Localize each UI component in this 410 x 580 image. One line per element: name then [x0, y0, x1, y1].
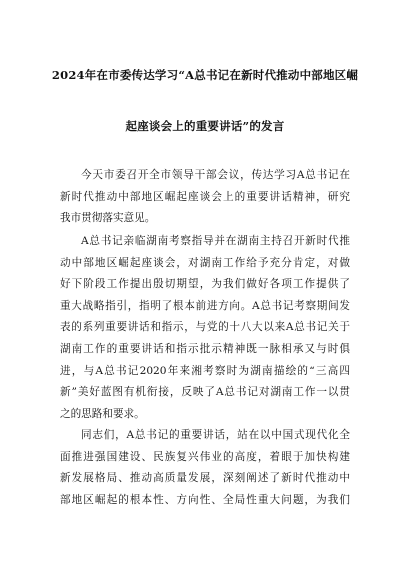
- paragraph-line: 重大战略指引，指明了根本前进方向。A总书记考察期间发: [60, 299, 350, 312]
- document-title-line-2: 起座谈会上的重要讲话”的发言: [125, 119, 285, 133]
- paragraph-line: 新发展格局、推动高质量发展，深刻阐述了新时代推动中: [60, 472, 350, 485]
- paragraph-line: A总书记亲临湖南考察指导并在湖南主持召开新时代推: [81, 235, 350, 247]
- paragraph-line: 新时代推动中部地区崛起座谈会上的重要讲话精神，研究: [60, 190, 350, 203]
- paragraph-line: 部地区崛起的根本性、方向性、全局性重大问题，为我们: [60, 493, 350, 506]
- paragraph-line: 今天市委召开全市领导干部会议，传达学习A总书记在: [81, 169, 350, 181]
- paragraph-line: 我市贯彻落实意见。: [60, 212, 156, 225]
- paragraph-3: [60, 425, 350, 511]
- paragraph-line: 湖南工作的重要讲话和指示批示精神既一脉相承又与时俱: [60, 342, 350, 355]
- paragraph-line: 进，与A总书记2020年来湘考察时为湖南描绘的“三高四: [60, 364, 350, 377]
- paragraph-1: [60, 165, 350, 230]
- paragraph-line: 面推进强国建设、民族复兴伟业的高度，着眼于加快构建: [60, 450, 350, 463]
- paragraph-line: 之的思路和要求。: [60, 407, 145, 420]
- paragraph-line: 好下阶段工作提出殷切期望，为我们做好各项工作提供了: [60, 278, 350, 291]
- paragraph-line: 同志们，A总书记的重要讲话，站在以中国式现代化全: [81, 429, 350, 441]
- paragraph-line: 表的系列重要讲话和指示，与党的十八大以来A总书记关于: [60, 321, 350, 334]
- paragraph-line: 新”美好蓝图有机衔接，反映了A总书记对湖南工作一以贯: [60, 386, 350, 399]
- document-title-line-1: 2024年在市委传达学习“A总书记在新时代推动中部地区崛: [51, 68, 359, 82]
- paragraph-line: 动中部地区崛起座谈会，对湖南工作给予充分肯定，对做: [60, 256, 350, 269]
- paragraph-2: [60, 231, 350, 425]
